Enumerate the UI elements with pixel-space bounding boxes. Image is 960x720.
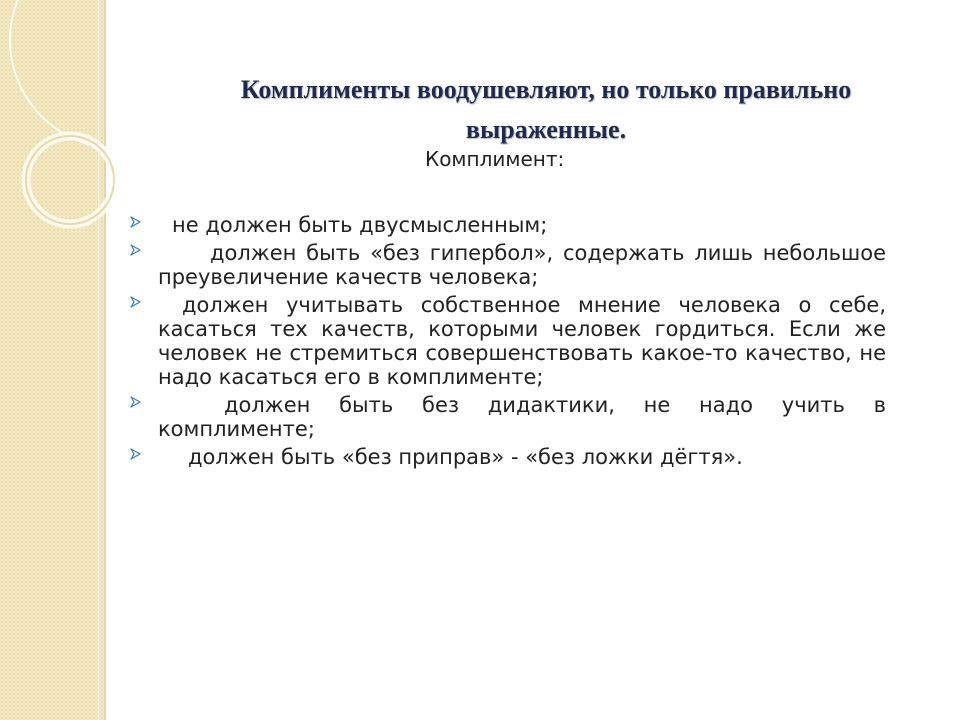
list-item — [128, 213, 886, 237]
bullet-list — [128, 213, 886, 473]
list-item-text: должен быть «без гипербол», содержать лишь небольшое преувеличение качеств человека; — [158, 241, 886, 289]
list-item-text: должен учитывать собственное мнение человека о себе, касаться тех качеств, которыми человек гордиться. Если же человек не стремиться совершенствовать какое-то качество, не надо касаться его в комплименте; — [158, 293, 886, 389]
chevron-arrow-icon — [130, 296, 142, 308]
chevron-arrow-icon — [130, 396, 142, 408]
list-item-text: должен быть без дидактики, не надо учить в комплименте; — [158, 393, 886, 441]
chevron-arrow-icon — [130, 448, 142, 460]
slide-subtitle: Комплимент: — [425, 147, 565, 171]
decorative-circles-ornament — [0, 0, 140, 260]
chevron-arrow-icon — [130, 216, 142, 228]
list-item — [128, 445, 886, 469]
list-item — [128, 241, 886, 289]
list-item-text: должен быть «без приправ» - «без ложки дёгтя». — [188, 445, 743, 469]
list-item — [128, 393, 886, 441]
list-item-text: не должен быть двусмысленным; — [172, 213, 548, 237]
chevron-arrow-icon — [130, 244, 142, 256]
list-item — [128, 293, 886, 389]
slide-title: Комплименты воодушевляют, но только правильно выраженные. — [240, 75, 852, 144]
